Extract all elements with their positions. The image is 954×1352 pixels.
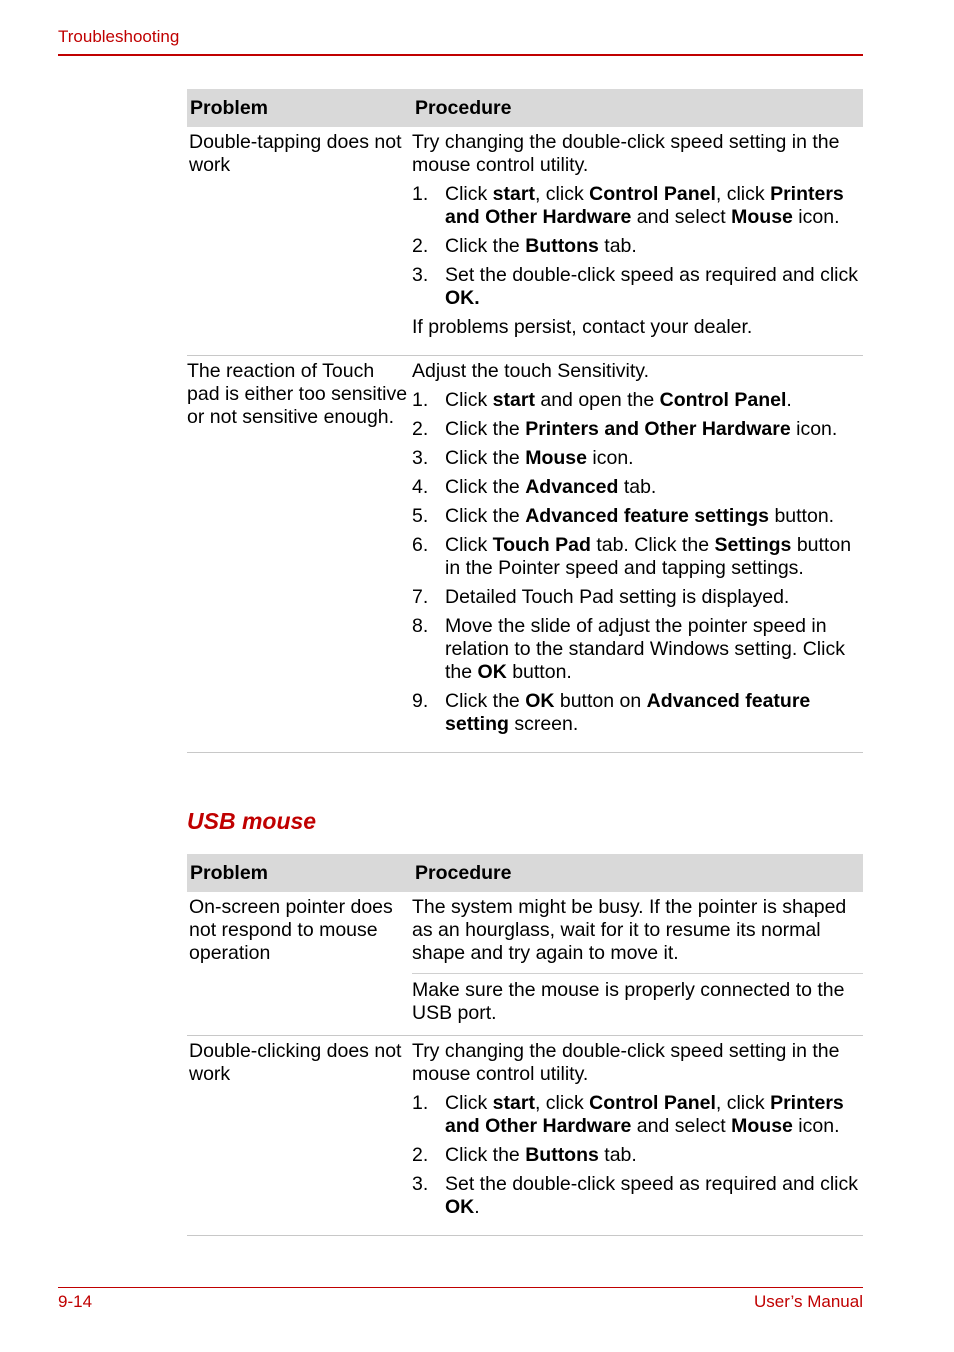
step-text-bold: Advanced feature settings xyxy=(525,505,770,527)
step-number: 3. xyxy=(412,264,429,286)
step-text xyxy=(445,183,863,229)
step-number: 1. xyxy=(412,389,429,411)
problem-cell: The reaction of Touch pad is either too sensitive or not sensitive enough. xyxy=(187,360,408,428)
troubleshooting-table-usb-mouse xyxy=(187,854,863,1236)
step-text-run: Click xyxy=(445,534,493,556)
step-text-bold: Control Panel xyxy=(589,1092,716,1114)
step-text-run: screen. xyxy=(508,713,579,735)
step-text-bold: Advanced feature setting xyxy=(445,690,811,735)
step-text xyxy=(445,447,863,470)
procedure-steps xyxy=(412,389,863,736)
step-number: 4. xyxy=(412,476,429,498)
step-text-bold: Buttons xyxy=(525,235,599,257)
step-text-run: Detailed Touch Pad setting is displayed. xyxy=(445,586,790,608)
step-number: 7. xyxy=(412,586,429,608)
table-row xyxy=(187,892,863,1036)
step-text xyxy=(445,235,863,258)
step-text-run: , click xyxy=(534,183,590,205)
procedure-step xyxy=(412,534,863,580)
step-text-run: . xyxy=(786,389,792,411)
step-text-bold: Mouse xyxy=(525,447,587,469)
step-text-bold: Settings xyxy=(714,534,792,556)
step-text-run: Click xyxy=(445,389,493,411)
step-text-run: and select xyxy=(631,206,732,228)
step-number: 2. xyxy=(412,418,429,440)
problem-cell: Double-clicking does not work xyxy=(189,1040,402,1085)
procedure-intro: Try changing the double-click speed setting in the mouse control utility. xyxy=(412,1040,840,1085)
step-text xyxy=(445,690,863,736)
procedure-steps xyxy=(412,1092,863,1219)
page-number: 9-14 xyxy=(58,1292,93,1311)
header-rule xyxy=(58,54,863,56)
step-text-run: tab. xyxy=(618,476,657,498)
table-header xyxy=(187,89,863,127)
procedure-step xyxy=(412,476,863,499)
footer-rule xyxy=(58,1287,863,1288)
procedure-step xyxy=(412,1144,863,1167)
step-text-bold: Mouse xyxy=(731,1115,793,1137)
step-number: 5. xyxy=(412,505,429,527)
step-text-run: , click xyxy=(715,1092,771,1114)
procedure-step xyxy=(412,1092,863,1138)
step-text xyxy=(445,389,863,412)
step-text-bold: Buttons xyxy=(525,1144,599,1166)
step-text-bold: OK xyxy=(525,690,555,712)
procedure-step xyxy=(412,1173,863,1219)
step-number: 2. xyxy=(412,1144,429,1166)
step-text xyxy=(445,264,863,310)
column-header-problem: Problem xyxy=(190,861,269,884)
step-text-run: button on xyxy=(554,690,647,712)
table-header xyxy=(187,854,863,892)
step-text-run: Click xyxy=(445,183,493,205)
step-text-run: Click the xyxy=(445,418,526,440)
step-text-bold: start xyxy=(492,183,535,205)
step-number: 3. xyxy=(412,1173,429,1195)
step-text-bold: OK xyxy=(445,1196,475,1218)
procedure-step xyxy=(412,418,863,441)
step-text-run: icon. xyxy=(586,447,634,469)
step-number: 8. xyxy=(412,615,429,637)
step-number: 9. xyxy=(412,690,429,712)
step-text-bold: Printers and Other Hardware xyxy=(445,1092,844,1137)
step-number: 3. xyxy=(412,447,429,469)
step-text-run: Click the xyxy=(445,235,526,257)
step-text-run: Click the xyxy=(445,1144,526,1166)
step-text xyxy=(445,505,863,528)
column-header-procedure: Procedure xyxy=(415,96,512,119)
manual-title: User’s Manual xyxy=(754,1292,863,1311)
procedure-step xyxy=(412,615,863,684)
step-text-bold: Control Panel xyxy=(659,389,787,411)
table-row xyxy=(187,1036,863,1236)
step-text-bold: start xyxy=(492,389,535,411)
procedure-step xyxy=(412,264,863,310)
step-text-run: button in the Pointer speed and tapping settings. xyxy=(445,534,852,579)
step-number: 1. xyxy=(412,1092,429,1114)
step-text-run: Set the double-click speed as required and click xyxy=(445,264,858,286)
step-text-bold: OK. xyxy=(445,287,480,309)
step-text-run: Click the xyxy=(445,476,526,498)
step-number: 1. xyxy=(412,183,429,205)
step-text-run: and open the xyxy=(534,389,660,411)
step-text xyxy=(445,534,863,580)
step-text-run: icon. xyxy=(792,206,840,228)
step-text xyxy=(445,1092,863,1138)
step-number: 2. xyxy=(412,235,429,257)
step-text-bold: Advanced xyxy=(525,476,619,498)
step-text-bold: Touch Pad xyxy=(492,534,591,556)
step-text-run: Click the xyxy=(445,505,526,527)
step-text-run: . xyxy=(474,1196,480,1218)
step-text-run: Click the xyxy=(445,690,526,712)
step-text xyxy=(445,586,863,609)
procedure-intro: Adjust the touch Sensitivity. xyxy=(412,360,650,382)
section-title: USB mouse xyxy=(187,808,317,834)
step-text-run: Click the xyxy=(445,447,526,469)
step-text-run: icon. xyxy=(790,418,838,440)
procedure-step xyxy=(412,235,863,258)
step-text-bold: Control Panel xyxy=(589,183,716,205)
procedure-step xyxy=(412,389,863,412)
procedure-step xyxy=(412,183,863,229)
step-text-run: icon. xyxy=(792,1115,840,1137)
procedure-step xyxy=(412,505,863,528)
step-text-run: button. xyxy=(769,505,835,527)
step-text-run: Set the double-click speed as required and click xyxy=(445,1173,858,1195)
table-row xyxy=(187,356,863,753)
table-row xyxy=(187,127,863,356)
procedure-text: Make sure the mouse is properly connected to the USB port. xyxy=(412,979,845,1024)
step-text-bold: Printers and Other Hardware xyxy=(525,418,791,440)
problem-cell: Double-tapping does not work xyxy=(189,131,402,176)
step-text-run: Move the slide of adjust the pointer speed in relation to the standard Windows setting. Click the xyxy=(445,615,845,683)
step-text-bold: start xyxy=(492,1092,535,1114)
procedure-step xyxy=(412,447,863,470)
column-header-problem: Problem xyxy=(190,96,269,119)
step-text-bold: OK xyxy=(477,661,507,683)
step-text-run: , click xyxy=(715,183,771,205)
step-text xyxy=(445,1144,863,1167)
procedure-step xyxy=(412,586,863,609)
running-header: Troubleshooting xyxy=(58,27,180,46)
procedure-outro: If problems persist, contact your dealer. xyxy=(412,316,753,338)
problem-cell: On-screen pointer does not respond to mouse operation xyxy=(189,896,393,964)
procedure-text: The system might be busy. If the pointer is shaped as an hourglass, wait for it to resume its normal shape and try again to move it. xyxy=(412,896,847,964)
step-text xyxy=(445,615,863,684)
step-text-run: tab. xyxy=(598,235,637,257)
column-header-procedure: Procedure xyxy=(415,861,512,884)
step-text-run: Click xyxy=(445,1092,493,1114)
step-text xyxy=(445,1173,863,1219)
procedure-steps xyxy=(412,183,863,310)
step-text xyxy=(445,476,863,499)
step-text-run: and select xyxy=(631,1115,732,1137)
step-text-bold: Mouse xyxy=(731,206,793,228)
step-text-run: tab. Click the xyxy=(590,534,715,556)
step-number: 6. xyxy=(412,534,429,556)
step-text xyxy=(445,418,863,441)
procedure-intro: Try changing the double-click speed setting in the mouse control utility. xyxy=(412,131,840,176)
procedure-step xyxy=(412,690,863,736)
step-text-bold: Printers and Other Hardware xyxy=(445,183,844,228)
step-text-run: tab. xyxy=(598,1144,637,1166)
step-text-run: button. xyxy=(506,661,572,683)
step-text-run: , click xyxy=(534,1092,590,1114)
troubleshooting-table-touchpad xyxy=(187,89,863,753)
